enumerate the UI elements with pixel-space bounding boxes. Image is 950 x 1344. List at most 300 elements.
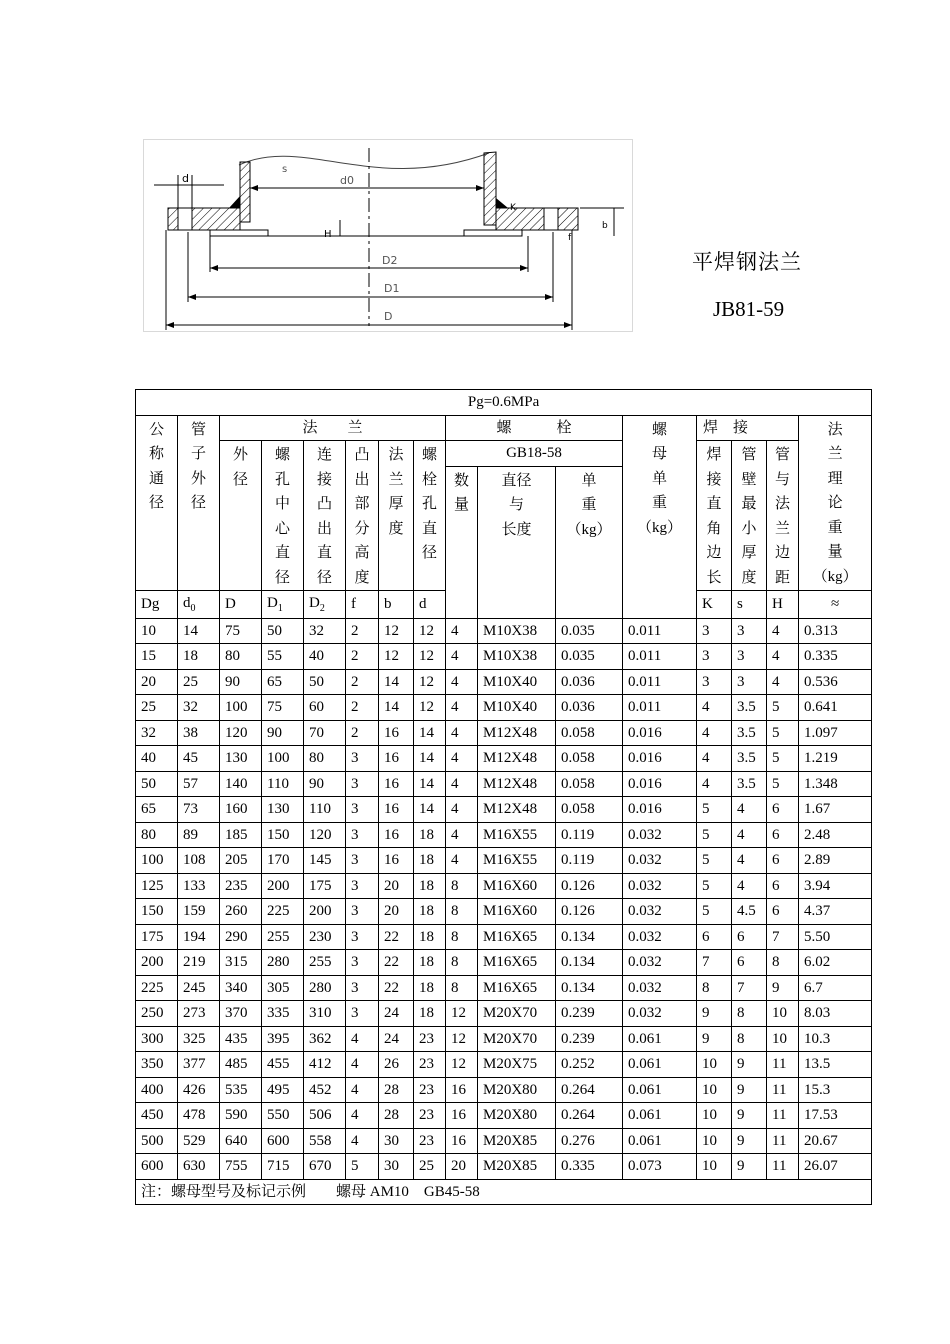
cell-theory-weight: 20.67 [799,1128,872,1154]
cell-f: 4 [346,1077,379,1103]
cell-dg: 125 [136,873,178,899]
cell-H: 8 [767,950,799,976]
cell-s: 4 [732,822,767,848]
cell-theory-weight: 0.313 [799,618,872,644]
cell-b: 12 [379,644,414,670]
vlabel-char: 论 [827,495,843,511]
cell-D: 755 [220,1154,262,1180]
note-row [136,1179,872,1205]
cell-theory-weight: 13.5 [799,1052,872,1078]
cell-D2: 558 [304,1128,346,1154]
vlabel-char: 通 [148,470,164,487]
cell-nut-weight: 0.016 [623,771,697,797]
col-qty-header [446,466,478,618]
cell-H: 5 [767,720,799,746]
vlabel-char: 孔 [274,471,290,488]
sym-D1: $D_1$ [262,591,304,619]
cell-D1: 150 [262,822,304,848]
flange-drawing [143,139,633,332]
cell-f: 2 [346,695,379,721]
cell-D1: 495 [262,1077,304,1103]
cell-D2: 90 [304,771,346,797]
cell-bolt-size: M20X70 [478,1001,556,1027]
vlabel-raised-h [346,443,378,590]
cell-D: 90 [220,669,262,695]
cell-D1: 110 [262,771,304,797]
cell-d: 23 [414,1052,446,1078]
cell-D1: 170 [262,848,304,874]
cell-b: 22 [379,950,414,976]
vlabel-char: 管 [190,421,206,438]
cell-bolt-weight: 0.119 [556,848,623,874]
label-D2: D2 [382,254,398,267]
cell-K: 4 [697,720,732,746]
cell-bolt-size: M10X40 [478,669,556,695]
cell-s: 4 [732,848,767,874]
cell-D2: 255 [304,950,346,976]
cell-H: 4 [767,644,799,670]
table-row [136,1154,872,1180]
table-row [136,1001,872,1027]
vlabel-char: 兰 [388,471,404,488]
vlabel-char: 管 [774,447,790,463]
cell-d0: 89 [178,822,220,848]
cell-f: 3 [346,771,379,797]
vlabel-char: 重 [827,519,843,536]
cell-theory-weight: 0.536 [799,669,872,695]
vlabel-char: 母 [651,446,667,462]
col-unit-wt-header [556,466,623,618]
vlabel-char: 径 [232,471,248,488]
vlabel-char: 厚 [741,545,757,561]
cell-D: 130 [220,746,262,772]
vlabel-char: 心 [274,520,290,537]
col-wall-header [732,441,767,591]
cell-f: 3 [346,899,379,925]
cell-nut-weight: 0.061 [623,1103,697,1129]
vlabel-pipe [178,418,219,516]
note-text: 注：螺母型号及标记示例 螺母 AM10 GB45-58 [136,1179,872,1205]
cell-qty: 8 [446,924,478,950]
vlabel-char: 螺 [421,447,437,463]
cell-qty: 4 [446,822,478,848]
cell-nut-weight: 0.016 [623,797,697,823]
cell-d0: 133 [178,873,220,899]
cell-D2: 200 [304,899,346,925]
cell-D1: 305 [262,975,304,1001]
cell-theory-weight: 15.3 [799,1077,872,1103]
cell-K: 5 [697,822,732,848]
cell-D2: 670 [304,1154,346,1180]
cell-d: 14 [414,720,446,746]
vlabel-char: 分 [354,520,370,537]
col-bolt-hole-header [414,441,446,591]
cell-b: 12 [379,618,414,644]
sym-dg: Dg [136,591,178,619]
cell-d0: 377 [178,1052,220,1078]
cell-K: 4 [697,695,732,721]
flange-cross-section-diagram [144,140,634,333]
vlabel-dist [767,443,798,590]
cell-d0: 159 [178,899,220,925]
cell-theory-weight: 10.3 [799,1026,872,1052]
cell-f: 2 [346,669,379,695]
cell-bolt-weight: 0.058 [556,720,623,746]
vlabel-char: 管 [741,447,757,463]
data-rows [136,618,872,1179]
cell-nut-weight: 0.061 [623,1077,697,1103]
col-dia-len-header [478,466,556,618]
cell-s: 9 [732,1077,767,1103]
cell-H: 11 [767,1128,799,1154]
cell-K: 5 [697,899,732,925]
cell-b: 16 [379,848,414,874]
table-row [136,1077,872,1103]
cell-f: 5 [346,1154,379,1180]
table-row [136,1128,872,1154]
table-row [136,669,872,695]
cell-bolt-size: M16X65 [478,950,556,976]
cell-nut-weight: 0.016 [623,746,697,772]
cell-b: 16 [379,822,414,848]
cell-H: 11 [767,1077,799,1103]
cell-b: 28 [379,1103,414,1129]
vlabel-char: 边 [706,545,722,561]
vlabel-wall [732,443,766,590]
vlabel-nominal [136,418,177,516]
table-row [136,924,872,950]
vlabel-char: 栓 [421,471,437,488]
cell-bolt-weight: 0.126 [556,899,623,925]
cell-s: 6 [732,924,767,950]
cell-H: 6 [767,873,799,899]
cell-dg: 65 [136,797,178,823]
cell-nut-weight: 0.032 [623,1001,697,1027]
cell-H: 5 [767,695,799,721]
cell-d: 23 [414,1026,446,1052]
vlabel-char: 连 [316,447,332,463]
cell-bolt-weight: 0.036 [556,669,623,695]
cell-D1: 75 [262,695,304,721]
col-nominal-header [136,415,178,591]
cell-d: 12 [414,695,446,721]
cell-b: 24 [379,1001,414,1027]
sym-b: b [379,591,414,619]
cell-dg: 10 [136,618,178,644]
cell-K: 3 [697,669,732,695]
cell-dg: 400 [136,1077,178,1103]
cell-theory-weight: 1.219 [799,746,872,772]
cell-dg: 80 [136,822,178,848]
cell-bolt-size: M20X70 [478,1026,556,1052]
cell-D2: 80 [304,746,346,772]
cell-s: 3.5 [732,695,767,721]
table-row [136,695,872,721]
cell-K: 9 [697,1026,732,1052]
vlabel-qty [446,469,477,518]
vlabel-bolt-hole [414,443,445,566]
cell-D2: 145 [304,848,346,874]
cell-D2: 70 [304,720,346,746]
vlabel-char: 法 [388,447,404,463]
cell-s: 9 [732,1154,767,1180]
cell-D: 590 [220,1103,262,1129]
sym-approx: ≈ [799,591,872,619]
vlabel-char: 度 [354,569,370,586]
cell-bolt-weight: 0.126 [556,873,623,899]
cell-dg: 150 [136,899,178,925]
vlabel-char: 接 [706,471,722,488]
cell-bolt-size: M10X40 [478,695,556,721]
cell-nut-weight: 0.011 [623,695,697,721]
cell-K: 10 [697,1077,732,1103]
cell-d0: 18 [178,644,220,670]
cell-b: 14 [379,695,414,721]
cell-qty: 8 [446,899,478,925]
cell-bolt-weight: 0.035 [556,644,623,670]
cell-f: 3 [346,950,379,976]
bolt-standard: GB18-58 [446,441,623,467]
vlabel-char: （kg） [812,568,858,585]
cell-D: 205 [220,848,262,874]
cell-D: 185 [220,822,262,848]
cell-D: 290 [220,924,262,950]
sym-H: H [767,591,799,619]
cell-d: 14 [414,746,446,772]
cell-nut-weight: 0.032 [623,848,697,874]
cell-s: 3.5 [732,720,767,746]
cell-s: 8 [732,1026,767,1052]
cell-d0: 32 [178,695,220,721]
cell-qty: 12 [446,1052,478,1078]
cell-dg: 15 [136,644,178,670]
cell-d0: 194 [178,924,220,950]
cell-d: 12 [414,644,446,670]
vlabel-char: 直 [421,520,437,537]
cell-d: 18 [414,975,446,1001]
cell-b: 16 [379,771,414,797]
vlabel-char: 螺 [274,447,290,463]
group-flange: 法 兰 [220,415,446,441]
cell-H: 11 [767,1052,799,1078]
cell-D1: 100 [262,746,304,772]
vlabel-nut [623,442,696,540]
cell-d0: 14 [178,618,220,644]
cell-d: 23 [414,1128,446,1154]
label-d: d [182,172,189,185]
cell-qty: 12 [446,1026,478,1052]
cell-D2: 310 [304,1001,346,1027]
vlabel-char: 直 [274,545,290,561]
cell-dg: 350 [136,1052,178,1078]
cell-D2: 230 [304,924,346,950]
table-row [136,771,872,797]
cell-bolt-size: M12X48 [478,720,556,746]
cell-bolt-weight: 0.264 [556,1103,623,1129]
cell-nut-weight: 0.011 [623,644,697,670]
cell-dg: 600 [136,1154,178,1180]
cell-theory-weight: 0.335 [799,644,872,670]
cell-bolt-weight: 0.119 [556,822,623,848]
cell-H: 5 [767,746,799,772]
table-row [136,848,872,874]
table-row [136,644,872,670]
cell-bolt-weight: 0.035 [556,618,623,644]
cell-K: 9 [697,1001,732,1027]
cell-d: 23 [414,1103,446,1129]
cell-b: 24 [379,1026,414,1052]
cell-bolt-weight: 0.036 [556,695,623,721]
vlabel-char: 壁 [741,471,757,488]
col-pipe-header [178,415,220,591]
cell-qty: 4 [446,669,478,695]
col-theory-header [799,415,872,591]
vlabel-char: 重 [581,497,597,513]
cell-d: 18 [414,924,446,950]
cell-theory-weight: 5.50 [799,924,872,950]
cell-bolt-weight: 0.335 [556,1154,623,1180]
sym-f: f [346,591,379,619]
vlabel-char: 出 [354,471,370,488]
cell-qty: 4 [446,644,478,670]
cell-D: 160 [220,797,262,823]
cell-D2: 175 [304,873,346,899]
cell-D1: 130 [262,797,304,823]
cell-s: 3 [732,669,767,695]
cell-D2: 32 [304,618,346,644]
cell-b: 20 [379,899,414,925]
group-bolt: 螺 栓 [446,415,623,441]
cell-D2: 60 [304,695,346,721]
cell-K: 7 [697,950,732,976]
cell-b: 20 [379,873,414,899]
cell-D: 370 [220,1001,262,1027]
cell-theory-weight: 1.348 [799,771,872,797]
cell-f: 2 [346,644,379,670]
cell-K: 4 [697,771,732,797]
cell-D: 640 [220,1128,262,1154]
col-raised-h-header [346,441,379,591]
vlabel-char: 量 [827,544,843,560]
vlabel-char: 径 [190,495,206,511]
cell-s: 3 [732,644,767,670]
cell-d0: 38 [178,720,220,746]
cell-bolt-size: M20X75 [478,1052,556,1078]
cell-d0: 57 [178,771,220,797]
cell-s: 3.5 [732,771,767,797]
vlabel-dia-len [478,469,555,543]
cell-nut-weight: 0.073 [623,1154,697,1180]
vlabel-char: 单 [581,472,597,489]
vlabel-char: 子 [190,446,206,462]
cell-K: 5 [697,848,732,874]
cell-b: 16 [379,720,414,746]
vlabel-char: 直径 [501,472,532,489]
cell-s: 4 [732,873,767,899]
cell-D: 75 [220,618,262,644]
cell-D1: 65 [262,669,304,695]
cell-bolt-weight: 0.276 [556,1128,623,1154]
cell-theory-weight: 6.02 [799,950,872,976]
cell-nut-weight: 0.032 [623,950,697,976]
vlabel-char: 外 [232,447,248,463]
cell-D1: 550 [262,1103,304,1129]
cell-bolt-weight: 0.134 [556,950,623,976]
table-row [136,950,872,976]
cell-D1: 200 [262,873,304,899]
cell-d: 18 [414,1001,446,1027]
vlabel-char: 凸 [316,496,332,512]
cell-d: 12 [414,618,446,644]
cell-d0: 108 [178,848,220,874]
cell-H: 9 [767,975,799,1001]
cell-nut-weight: 0.016 [623,720,697,746]
vlabel-char: 接 [316,471,332,488]
cell-dg: 450 [136,1103,178,1129]
cell-theory-weight: 8.03 [799,1001,872,1027]
vlabel-char: 孔 [421,496,437,512]
cell-nut-weight: 0.011 [623,618,697,644]
cell-nut-weight: 0.061 [623,1026,697,1052]
cell-bolt-size: M20X85 [478,1128,556,1154]
cell-D1: 715 [262,1154,304,1180]
vlabel-char: 直 [316,545,332,561]
cell-D1: 55 [262,644,304,670]
cell-nut-weight: 0.032 [623,873,697,899]
cell-D2: 412 [304,1052,346,1078]
cell-f: 3 [346,924,379,950]
cell-d: 25 [414,1154,446,1180]
label-D1: D1 [384,282,400,295]
cell-qty: 4 [446,771,478,797]
sym-s: s [732,591,767,619]
vlabel-char: 长 [706,569,722,586]
cell-bolt-weight: 0.252 [556,1052,623,1078]
vlabel-char: 边 [774,545,790,561]
cell-d: 14 [414,771,446,797]
cell-K: 10 [697,1052,732,1078]
cell-bolt-weight: 0.058 [556,746,623,772]
vlabel-char: 称 [148,446,164,462]
vlabel-char: 径 [421,545,437,561]
cell-qty: 16 [446,1103,478,1129]
vlabel-char: 与 [774,471,790,488]
cell-H: 6 [767,822,799,848]
table-row [136,1103,872,1129]
cell-d: 18 [414,899,446,925]
cell-d: 18 [414,950,446,976]
cell-s: 3.5 [732,746,767,772]
cell-D: 235 [220,873,262,899]
cell-H: 6 [767,797,799,823]
table-row [136,899,872,925]
cell-K: 3 [697,618,732,644]
cell-b: 22 [379,924,414,950]
cell-H: 4 [767,618,799,644]
cell-f: 3 [346,975,379,1001]
cell-theory-weight: 17.53 [799,1103,872,1129]
cell-qty: 12 [446,1001,478,1027]
cell-bolt-size: M16X55 [478,822,556,848]
cell-bolt-size: M16X55 [478,848,556,874]
sym-D: D [220,591,262,619]
table-row [136,975,872,1001]
cell-theory-weight: 26.07 [799,1154,872,1180]
cell-qty: 4 [446,720,478,746]
cell-D2: 50 [304,669,346,695]
col-weld-k-header [697,441,732,591]
label-f: f [568,233,572,243]
